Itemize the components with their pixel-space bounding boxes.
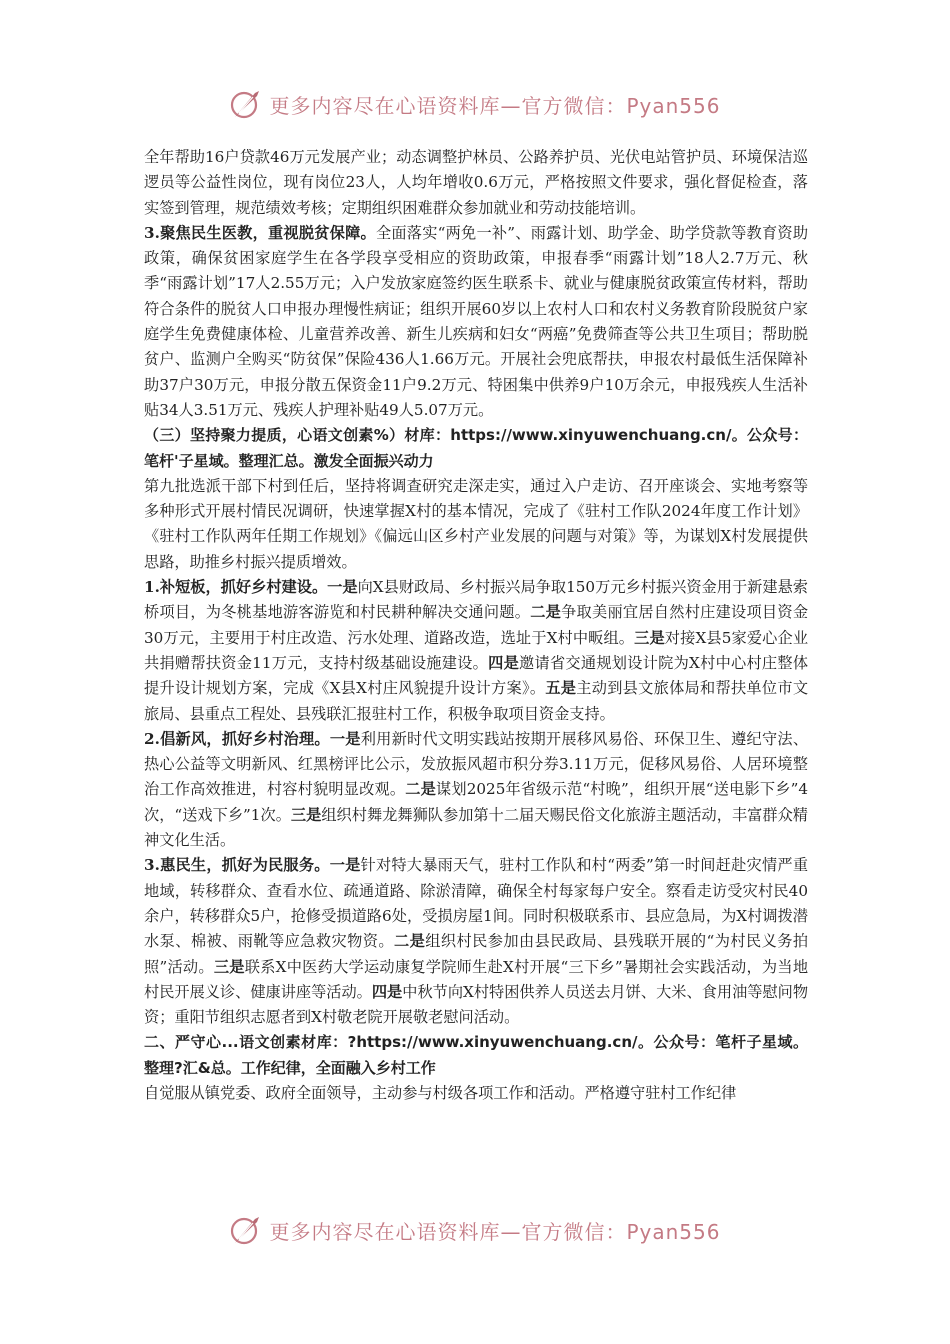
paragraph-title: 1.补短板，抓好乡村建设。 [144,578,328,597]
paragraph-title: 2.倡新风，抓好乡村治理。 [144,729,330,748]
paragraph: 第九批选派干部下村到任后，坚持将调查研究走深走实，通过入户走访、召开座谈会、实地考察等多种形式开展村情民况调研，快速掌握X村的基本情况，完成了《驻村工作队2024年度工作计划》《驻村工作队两年任期工作规划》《偏远山区乡村产业发展的问题与对策》等，为谋划X村发展提供思路，助推乡村振兴提质增效。 [144,476,808,571]
paragraph: 3.聚焦民生医教，重视脱贫保障。全面落实“两免一补”、雨露计划、助学金、助学贷款等教育资助政策，确保贫困家庭学生在各学段享受相应的资助政策，申报春季“雨露计划”18人2.7万元、秋季“雨露计划”17人2.55万元；入户发放家庭签约医生联系卡、就业与健康脱贫政策宣传材料，帮助符合条件的脱贫人口申报办理慢性病证；组织开展60岁以上农村人口和农村义务教育阶段脱贫户家庭学生免费健康体检、儿童营养改善、新生儿疾病和妇女“两癌”免费筛查等公共卫生项目；帮助脱贫户、监测户全购买“防贫保”保险436人1.66万元。开展社会兜底帮扶，申报农村最低生活保障补助37户30万元，申报分散五保资金11户9.2万元、特困集中供养9户10万余元，申报残疾人生活补贴34人3.51万元、残疾人护理补贴49人5.07万元。 [144,223,809,419]
watermark-header [0,82,950,126]
watermark-text: 更多内容尽在心语资料库—官方微信：Pyan556 [269,93,721,118]
paragraph-title: 3.惠民生，抓好为民服务。 [144,856,330,875]
section-heading: （三）坚持聚力提质，心语文创素%）材库：https://www.xinyuwenchuang.cn/。公众号：笔杆'子星域。整理汇总。激发全面振兴动力 [144,426,808,470]
paragraph: 2.倡新风，抓好乡村治理。一是利用新时代文明实践站按期开展移风易俗、环保卫生、遵纪守法、热心公益等文明新风、红黑榜评比公示，发放振风超市积分券3.11万元，促移风易俗、人居环境整治工作高效推进，村容村貌明显改观。二是谋划2025年省级示范“村晚”，组织开展“送电影下乡”4次，“送戏下乡”1次。三是组织村舞龙舞狮队参加第十二届天赐民俗文化旅游主题活动，丰富群众精神文化生活。 [144,729,809,850]
paragraph: 全年帮助16户贷款46万元发展产业；动态调整护林员、公路养护员、光伏电站管护员、环境保洁巡逻员等公益性岗位，现有岗位23人，人均年增收0.6万元，严格按照文件要求，强化督促检查，落实签到管理，规范绩效考核；定期组织困难群众参加就业和劳动技能培训。 [144,148,808,217]
quill-pen-logo-icon [229,87,263,121]
watermark-footer [0,1208,950,1252]
paragraph: 3.惠民生，抓好为民服务。一是针对特大暴雨天气，驻村工作队和村“两委”第一时间赶赴灾情严重地域，转移群众、查看水位、疏通道路、除淤清障，确保全村每家每户安全。察看走访受灾村民40余户，转移群众5户，抢修受损道路6处，受损房屋1间。同时积极联系市、县应急局，为X村调拨潜水泵、棉被、雨靴等应急救灾物资。二是组织村民参加由县民政局、县残联开展的“为村民义务拍照”活动。三是联系X中医药大学运动康复学院师生赴X村开展“三下乡”暑期社会实践活动，为当地村民开展义诊、健康讲座等活动。四是中秋节向X村特困供养人员送去月饼、大米、食用油等慰问物资；重阳节组织志愿者到X村敬老院开展敬老慰问活动。 [144,856,809,1027]
watermark-text: 更多内容尽在心语资料库—官方微信：Pyan556 [269,1219,721,1244]
paragraph: 自觉服从镇党委、政府全面领导，主动参与村级各项工作和活动。严格遵守驻村工作纪律 [144,1083,737,1102]
document-body [144,145,808,1106]
section-heading: 二、严守心...语文创素材库：?https://www.xinyuwenchuang.cn/。公众号：笔杆子星域。整理?汇&总。工作纪律，全面融入乡村工作 [144,1033,808,1077]
paragraph-title: 3.聚焦民生医教，重视脱贫保障。 [144,223,376,242]
quill-pen-logo-icon [229,1213,263,1247]
paragraph: 1.补短板，抓好乡村建设。一是向X县财政局、乡村振兴局争取150万元乡村振兴资金用于新建悬索桥项目，为冬桃基地游客游览和村民耕种解决交通问题。二是争取美丽宜居自然村庄建设项目资金30万元，主要用于村庄改造、污水处理、道路改造，选址于X村中畈组。三是对接X县5家爱心企业共捐赠帮扶资金11万元，支持村级基础设施建设。四是邀请省交通规划设计院为X村中心村庄整体提升设计规划方案，完成《X县X村庄风貌提升设计方案》。五是主动到县文旅体局和帮扶单位市文旅局、县重点工程处、县残联汇报驻村工作，积极争取项目资金支持。 [144,578,809,723]
